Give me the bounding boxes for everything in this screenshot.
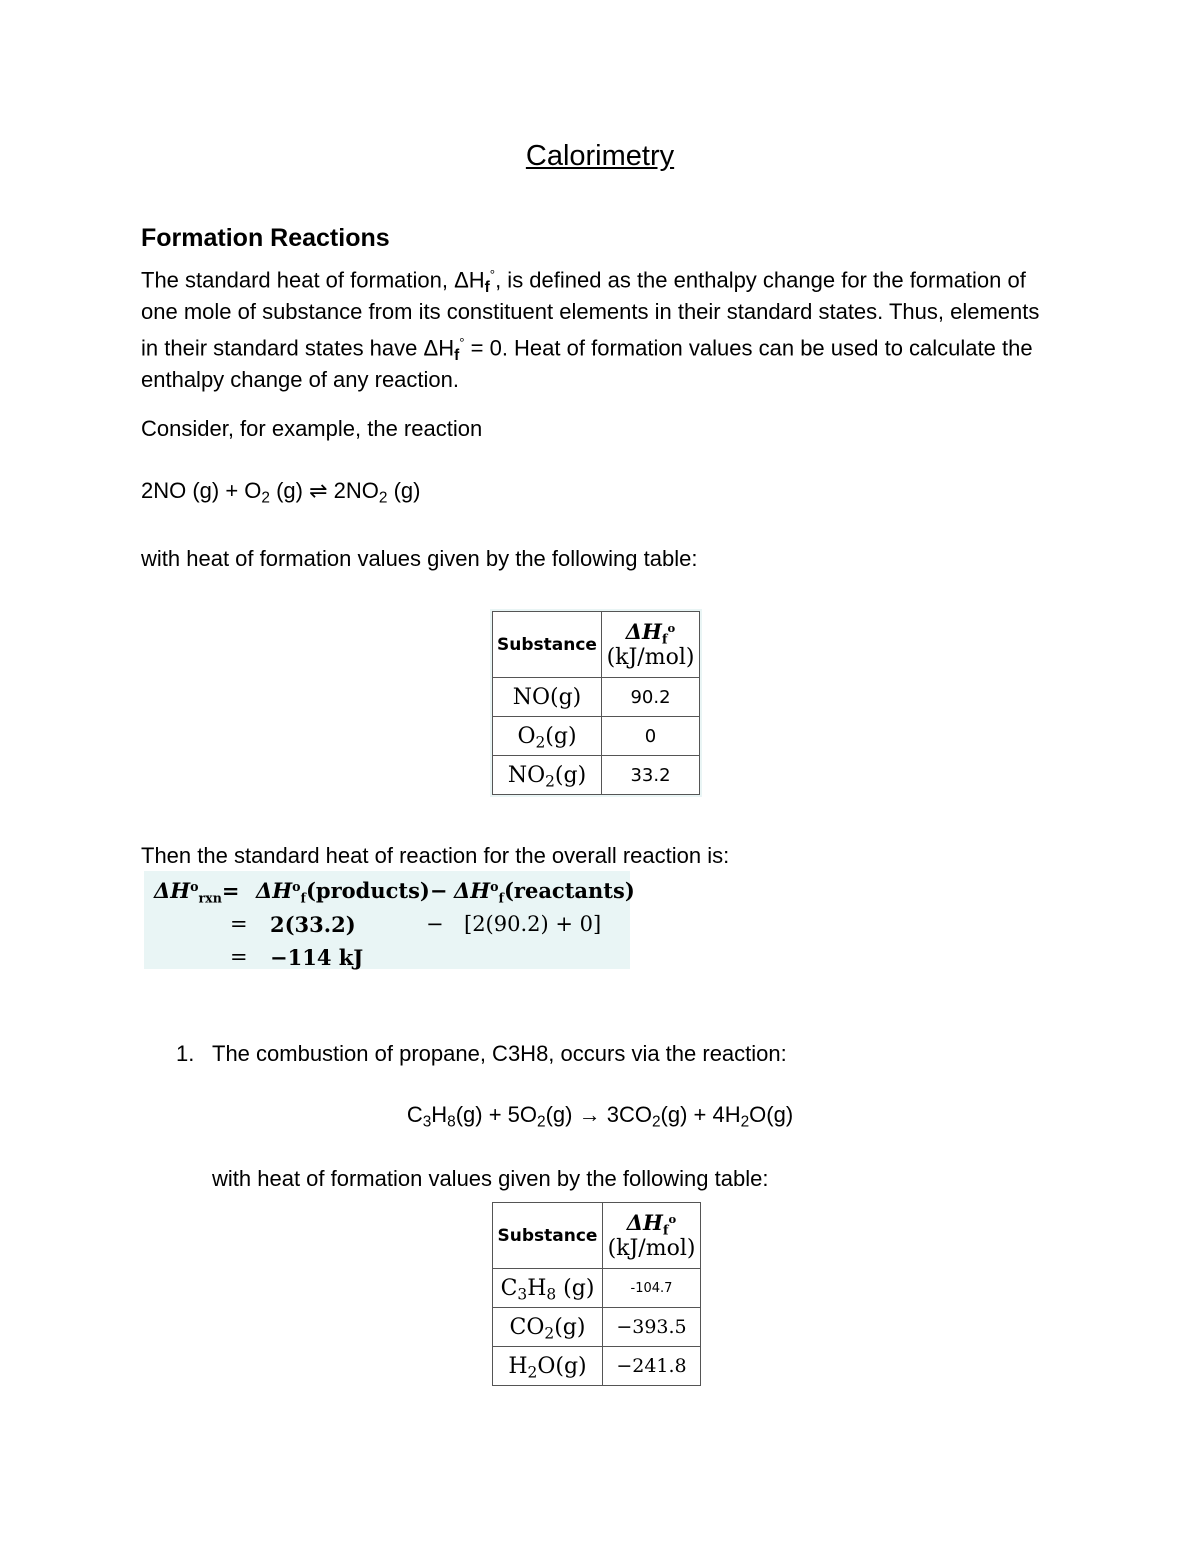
table2-header-dh <box>603 1203 701 1269</box>
heat-of-reaction-equation <box>144 871 635 970</box>
table1-substance-cell <box>493 678 602 717</box>
eq-lhs-sub: rxn <box>198 890 222 906</box>
eq-products: (products) <box>305 878 430 903</box>
table1-header-dh <box>602 612 700 678</box>
rx2-p6: O(g) <box>749 1102 794 1127</box>
t2-r2-b: O(g) <box>537 1353 587 1379</box>
intro-text-1: The standard heat of formation, ΔH <box>141 267 485 293</box>
consider-text: Consider, for example, the reaction <box>141 416 483 441</box>
table1-units: (kJ/mol) <box>606 644 695 670</box>
table1-value-cell: 33.2 <box>602 756 700 795</box>
heat-of-formation-table-1 <box>490 609 702 797</box>
rx2-p5: (g) + 4H <box>660 1102 741 1127</box>
intro-text-2: , is defined as the enthalpy change for the formation of one mole of substance from its constituent elements in their standard states. Thus, elements in their standard states have ΔH <box>141 267 1040 361</box>
equation-line-2-left: 2(33.2) <box>270 912 356 937</box>
eq-equals-1: = <box>221 878 240 903</box>
table2-header-substance-label: Substance <box>497 1225 598 1246</box>
rx2-p3: (g) + 5O <box>455 1102 538 1127</box>
eq-minus-1: − <box>429 878 448 903</box>
rx2-s1: 3 <box>422 1113 432 1131</box>
table1-substance-cell <box>493 756 602 795</box>
section-heading: Formation Reactions <box>141 224 390 252</box>
intro-text-3: = 0. Heat of formation values can be used to calculate the enthalpy change of any reaction. <box>141 335 1033 392</box>
table-row <box>493 756 700 795</box>
page-title: Calorimetry <box>525 140 675 172</box>
propane-combustion-equation <box>0 1102 1200 1131</box>
table2-header-substance <box>493 1203 603 1269</box>
t2-r2-a: H <box>508 1353 528 1379</box>
t2-r1-as: 2 <box>544 1324 555 1343</box>
intro-paragraph <box>141 259 1061 395</box>
t2-r2-as: 2 <box>527 1363 538 1382</box>
equation-line-2-right: [2(90.2) + 0] <box>464 912 602 936</box>
equation-result: −114 kJ <box>270 945 364 970</box>
equation-reactants-term <box>454 878 635 906</box>
table1-r1-tail: (g) <box>545 723 577 749</box>
eq-lhs-sup: o <box>190 879 199 895</box>
heat-of-formation-table-2 <box>492 1202 701 1386</box>
table-row <box>493 678 700 717</box>
rx2-s5: 2 <box>740 1113 750 1131</box>
eq-dh-2: ΔH <box>454 878 491 903</box>
eq-equals-3: = <box>230 945 248 969</box>
rx2-p2: H <box>431 1102 448 1127</box>
intro-sup-2: ° <box>459 335 465 351</box>
reaction1-sub-b: 2 <box>378 489 388 507</box>
table-row <box>493 1269 701 1308</box>
eq-lhs: ΔH <box>154 878 191 903</box>
intro-sub-1: f <box>484 278 490 296</box>
t2-r0-b: H <box>527 1275 547 1301</box>
table2-value-cell: -104.7 <box>603 1269 701 1308</box>
reaction1-part-a: 2NO (g) + O <box>141 478 262 503</box>
rx2-s2: 8 <box>447 1113 456 1131</box>
table-intro-1: with heat of formation values given by the following table: <box>141 546 698 571</box>
eq-dh-1: ΔH <box>256 878 293 903</box>
table1-r2-sub: 2 <box>545 772 555 791</box>
table1-dh-symbol: ΔH <box>625 618 662 644</box>
table2-value-cell: −241.8 <box>603 1347 701 1386</box>
table1-dh-sub: f <box>661 632 668 648</box>
table-intro-2: with heat of formation values given by the following table: <box>212 1166 769 1191</box>
question-number: 1. <box>176 1041 195 1066</box>
eq-reactants: (reactants) <box>503 878 635 903</box>
table1-header-substance <box>493 612 602 678</box>
reaction1-sub-a: 2 <box>261 489 270 507</box>
table1-dh-sup: o <box>667 620 676 635</box>
t2-r1-a: CO <box>509 1314 545 1340</box>
reaction-equation-1 <box>141 478 421 507</box>
rx2-p1: C <box>406 1102 423 1127</box>
intro-sub-2: f <box>454 347 460 365</box>
table1-header-substance-label: Substance <box>497 634 597 655</box>
table1-substance-cell <box>493 717 602 756</box>
table1-value-cell: 0 <box>602 717 700 756</box>
table1-r2-tail: (g) <box>554 762 587 788</box>
t2-r0-a: C <box>500 1275 518 1301</box>
table2-substance-cell <box>493 1269 603 1308</box>
table1-value-cell: 90.2 <box>602 678 700 717</box>
eq-equals-2: = <box>230 912 248 936</box>
table1-r1-main: O <box>517 723 536 749</box>
table2-substance-cell <box>493 1308 603 1347</box>
equation-products-term <box>256 878 448 906</box>
t2-r1-c: (g) <box>554 1314 586 1340</box>
question-text: The combustion of propane, C3H8, occurs via the reaction: <box>212 1041 787 1066</box>
table2-dh-sup: o <box>668 1211 677 1226</box>
table1-r0-main: NO(g) <box>512 684 582 710</box>
eq-minus-2: − <box>426 912 444 936</box>
table1-r1-sub: 2 <box>535 733 546 752</box>
eq-dh-2-sup: o <box>490 879 499 895</box>
then-text: Then the standard heat of reaction for the overall reaction is: <box>141 843 730 868</box>
table2-dh-sub: f <box>662 1223 669 1239</box>
t2-r0-bs: 8 <box>546 1285 557 1304</box>
rx2-s4: 2 <box>651 1113 661 1131</box>
table-row <box>493 1308 701 1347</box>
equation-line-1 <box>154 878 240 906</box>
eq-dh-1-sub: f <box>300 890 306 906</box>
table2-substance-cell <box>493 1347 603 1386</box>
table2-units: (kJ/mol) <box>607 1235 696 1261</box>
t2-r0-as: 3 <box>517 1285 528 1304</box>
table2-dh-symbol: ΔH <box>626 1209 663 1235</box>
rx2-p4: (g) → 3CO <box>545 1102 652 1127</box>
table-row <box>493 1347 701 1386</box>
t2-r0-c: (g) <box>556 1275 595 1301</box>
rx2-s3: 2 <box>537 1113 546 1131</box>
eq-dh-1-sup: o <box>292 879 301 895</box>
table1-r2-main: NO <box>507 762 546 788</box>
reaction1-part-b: (g) ⇌ 2NO <box>269 478 379 503</box>
eq-dh-2-sub: f <box>498 890 504 906</box>
table-row <box>493 717 700 756</box>
reaction1-part-c: (g) <box>387 478 421 503</box>
table2-value-cell: −393.5 <box>603 1308 701 1347</box>
intro-sup-1: ° <box>489 267 496 282</box>
